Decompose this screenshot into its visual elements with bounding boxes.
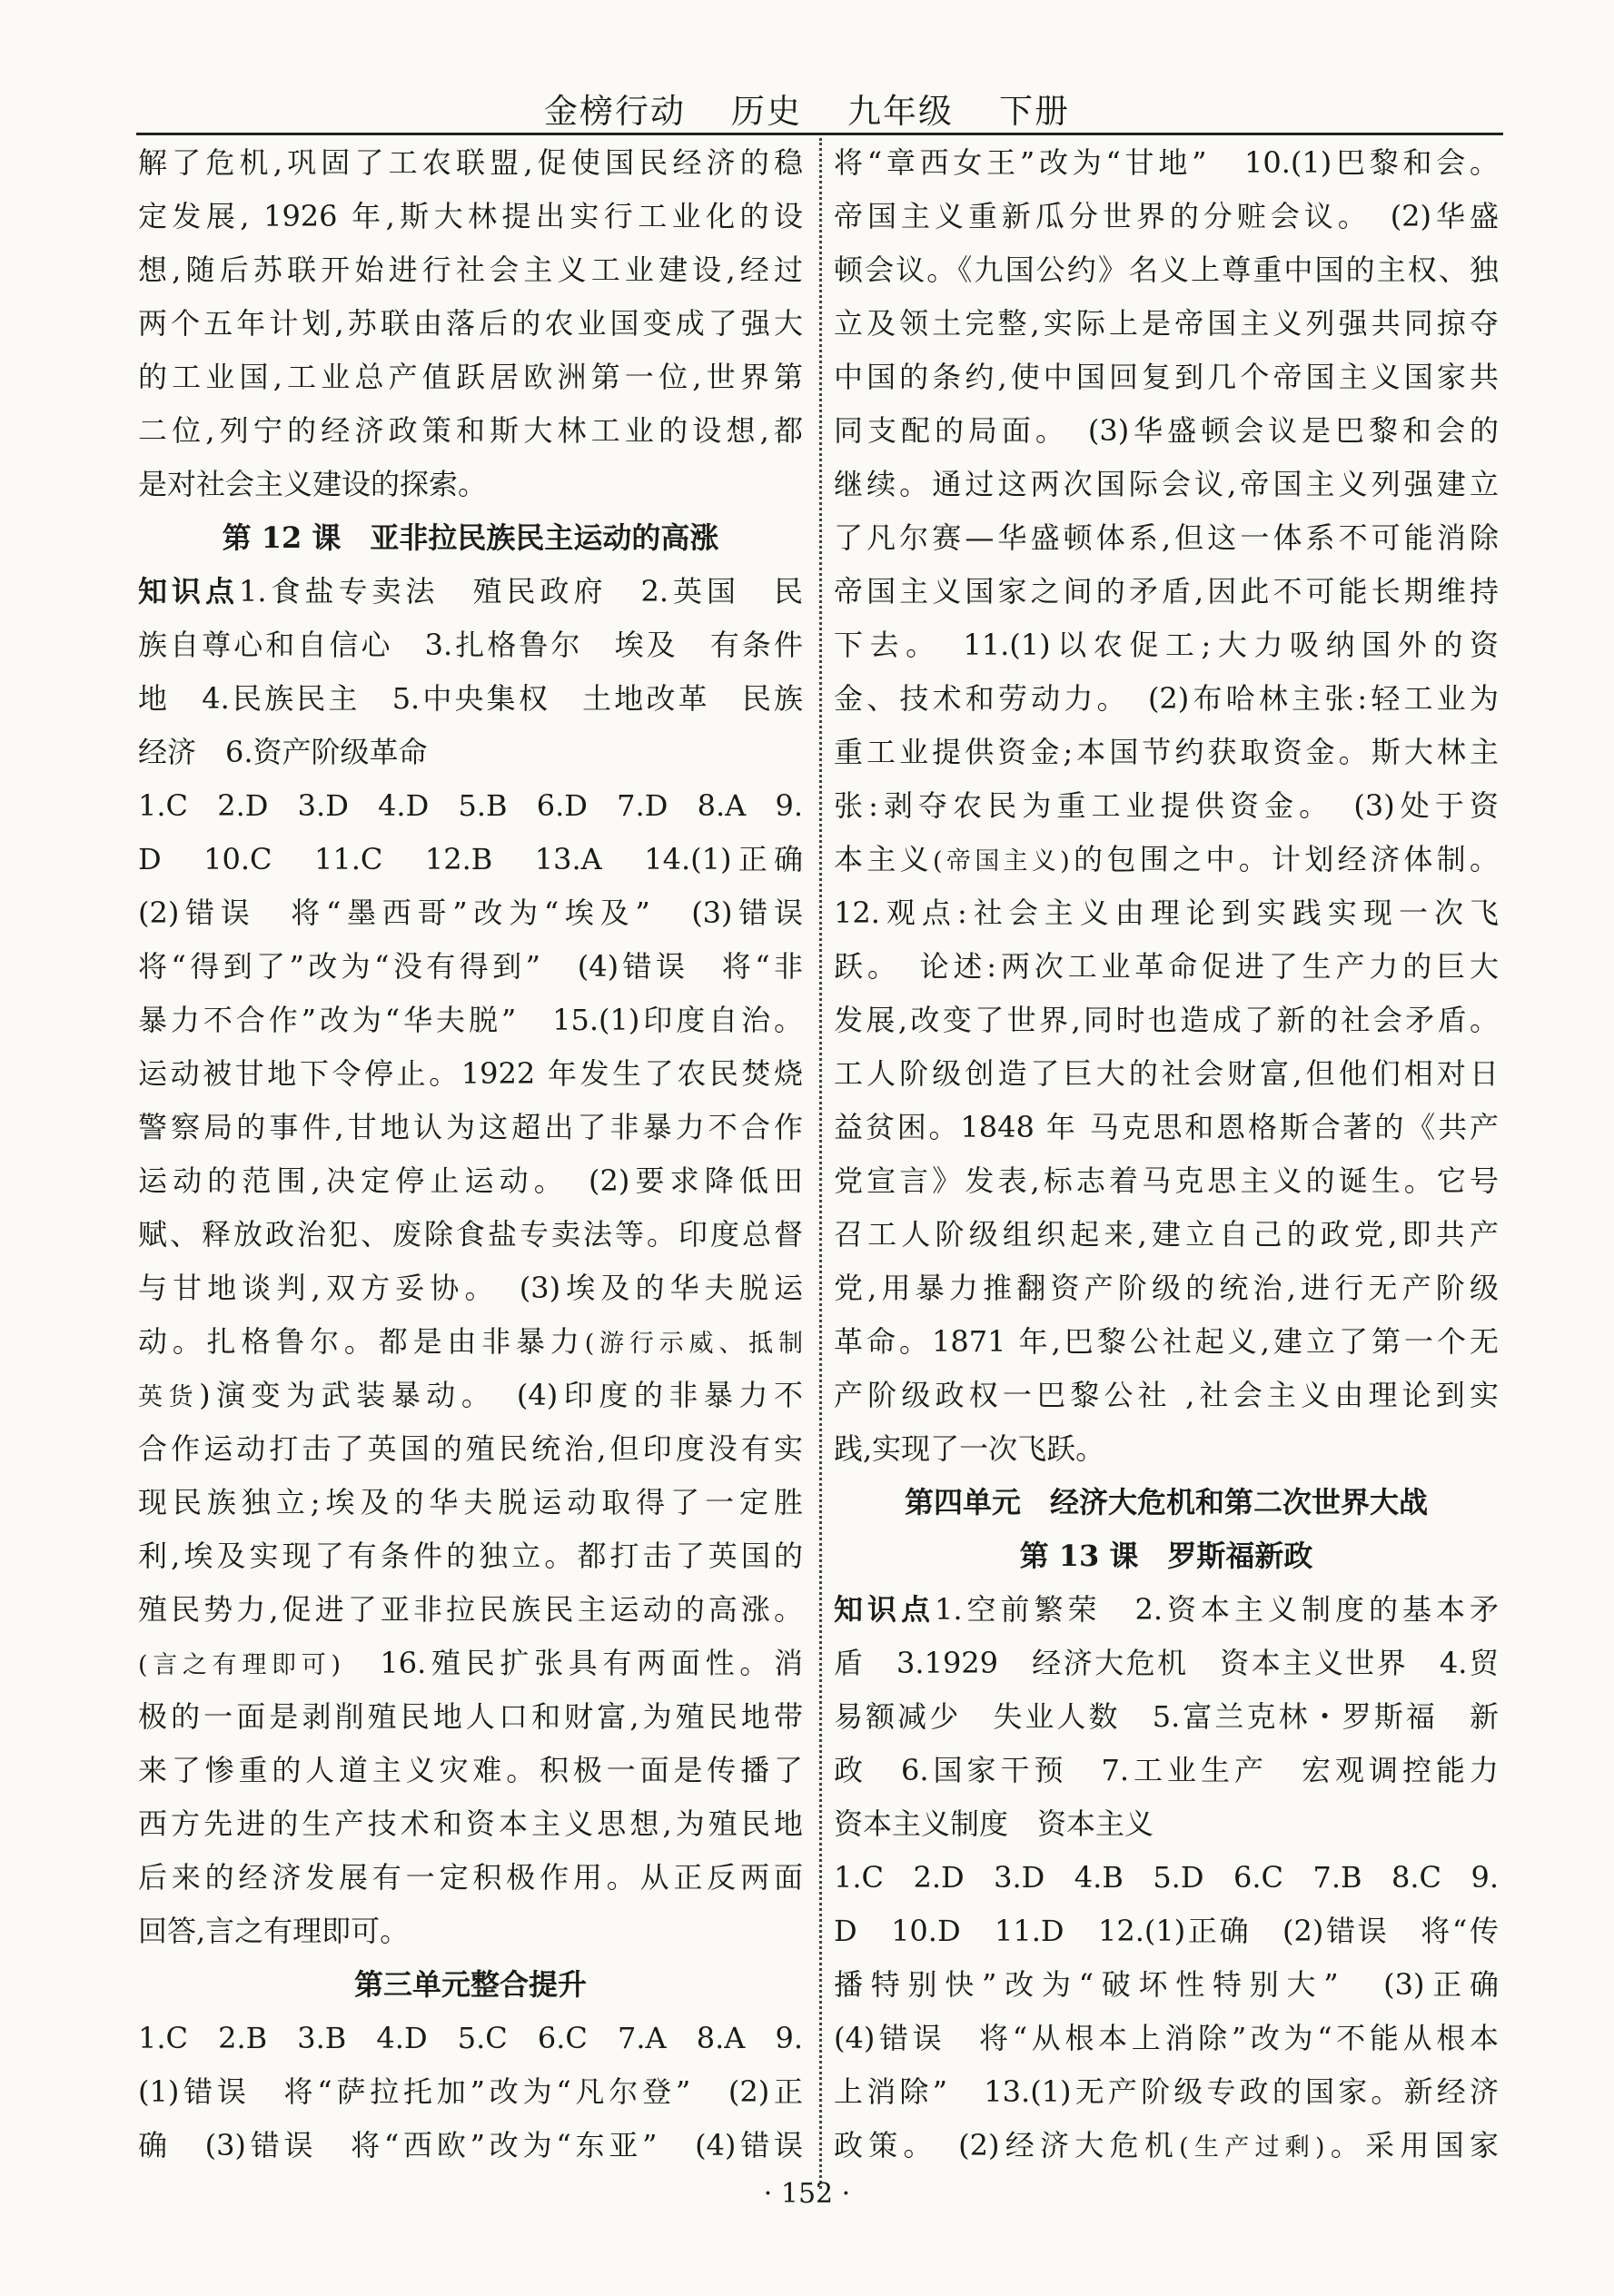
line-text: 上消除” 13.(1)无产阶级专政的国家。新经济 xyxy=(834,2074,1499,2109)
text-line xyxy=(138,190,803,243)
line-text: 帝国主义国家之间的矛盾,因此不可能长期维持 xyxy=(834,574,1499,609)
text-line xyxy=(834,1262,1499,1315)
line-text: 1.C 2.D 3.D 4.B 5.D 6.C 7.B 8.C 9. xyxy=(834,1860,1499,1895)
line-text: D 10.D 11.D 12.(1)正确 (2)错误 将“传 xyxy=(834,1914,1499,1948)
line-text: 利,埃及实现了有条件的独立。都打击了英国的 xyxy=(138,1539,803,1573)
line-text: 现民族独立;埃及的华夫脱运动取得了一定胜 xyxy=(138,1485,803,1519)
line-text: 中国的条约,使中国回复到几个帝国主义国家共 xyxy=(834,360,1499,394)
text-line xyxy=(834,2119,1499,2172)
line-text: 两个五年计划,苏联由落后的农业国变成了强大 xyxy=(138,306,803,341)
text-line xyxy=(138,1905,803,1958)
text-line xyxy=(834,1101,1499,1154)
text-line xyxy=(138,619,803,672)
line-text: 1.空前繁荣 2.资本主义制度的基本矛 xyxy=(935,1592,1499,1627)
line-text: 经济 6.资产阶级革命 xyxy=(138,735,428,769)
header-subject: 历史 xyxy=(731,92,802,131)
text-line xyxy=(138,1583,803,1637)
annotation-text: (帝国主义) xyxy=(933,847,1070,876)
text-line xyxy=(138,1690,803,1744)
text-line xyxy=(834,672,1499,726)
text-line xyxy=(138,1744,803,1797)
text-line xyxy=(138,2119,803,2172)
text-line xyxy=(834,297,1499,351)
section-heading xyxy=(834,1529,1499,1583)
line-text: 来了惨重的人道主义灾难。积极一面是传播了 xyxy=(138,1753,803,1787)
text-line xyxy=(834,726,1499,779)
line-text: 想,随后苏联开始进行社会主义工业建设,经过 xyxy=(138,252,803,287)
line-text: 暴力不合作”改为“华夫脱” 15.(1)印度自治。 xyxy=(138,1003,803,1037)
line-text: 同支配的局面。 (3)华盛顿会议是巴黎和会的 xyxy=(834,413,1499,448)
text-line xyxy=(834,886,1499,940)
text-line xyxy=(138,726,803,779)
text-line xyxy=(834,940,1499,994)
left-column xyxy=(138,136,803,2172)
line-text: 的包围之中。计划经济体制。 xyxy=(1069,842,1499,876)
line-text: 1.C 2.B 3.B 4.D 5.C 6.C 7.A 8.A 9. xyxy=(138,2021,803,2055)
page-number: · 152 · xyxy=(763,2178,851,2210)
line-text: 后来的经济发展有一定积极作用。从正反两面 xyxy=(138,1860,803,1895)
line-text: 党,用暴力推翻资产阶级的统治,进行无产阶级 xyxy=(834,1271,1499,1305)
text-line xyxy=(138,1529,803,1583)
line-text: 第四单元 经济大危机和第二次世界大战 xyxy=(904,1485,1428,1519)
line-text: 发展,改变了世界,同时也造成了新的社会矛盾。 xyxy=(834,1003,1499,1037)
line-text: 确 (3)错误 将“西欧”改为“东亚” (4)错误 xyxy=(138,2128,803,2162)
text-line xyxy=(834,1905,1499,1958)
line-text: 第 12 课 亚非拉民族民主运动的高涨 xyxy=(222,520,719,555)
line-text: 工人阶级创造了巨大的社会财富,但他们相对日 xyxy=(834,1056,1499,1091)
text-line xyxy=(138,404,803,458)
text-line xyxy=(834,1797,1499,1851)
column-divider xyxy=(819,138,822,2189)
line-text: )演变为武装暴动。 (4)印度的非暴力不 xyxy=(199,1378,803,1412)
line-text: 回答,言之有理即可。 xyxy=(138,1914,410,1948)
line-text: 党宣言》发表,标志着马克思主义的诞生。它号 xyxy=(834,1163,1499,1198)
text-line xyxy=(138,136,803,190)
text-line xyxy=(834,404,1499,458)
line-text: 重工业提供资金;本国节约获取资金。斯大林主 xyxy=(834,735,1499,769)
text-line xyxy=(834,619,1499,672)
text-line xyxy=(834,458,1499,511)
text-line xyxy=(834,1422,1499,1476)
line-text: (4)错误 将“从根本上消除”改为“不能从根本 xyxy=(834,2021,1499,2055)
text-line xyxy=(834,1744,1499,1797)
line-text: 极的一面是剥削殖民地人口和财富,为殖民地带 xyxy=(138,1699,803,1734)
line-text: 16.殖民扩张具有两面性。消 xyxy=(340,1646,803,1680)
line-text: 合作运动打击了英国的殖民统治,但印度没有实 xyxy=(138,1431,803,1466)
text-line xyxy=(138,243,803,297)
line-text: 殖民势力,促进了亚非拉民族民主运动的高涨。 xyxy=(138,1592,803,1627)
line-text: 帝国主义重新瓜分世界的分赃会议。 (2)华盛 xyxy=(834,199,1499,233)
line-text: 。采用国家 xyxy=(1324,2128,1499,2162)
line-text: 运动被甘地下令停止。1922 年发生了农民焚烧 xyxy=(138,1056,803,1091)
line-text: 将“章西女王”改为“甘地” 10.(1)巴黎和会。 xyxy=(834,145,1499,180)
running-header xyxy=(0,84,1614,133)
line-text: (1)错误 将“萨拉托加”改为“凡尔登” (2)正 xyxy=(138,2074,803,2109)
line-text: (2)错误 将“墨西哥”改为“埃及” (3)错误 xyxy=(138,896,803,930)
text-line xyxy=(138,833,803,886)
header-brand: 金榜行动 xyxy=(544,92,686,131)
text-line xyxy=(138,1101,803,1154)
section-heading xyxy=(834,1476,1499,1529)
text-line xyxy=(834,243,1499,297)
header-grade: 九年级 xyxy=(847,92,954,131)
line-text: 定发展, 1926 年,斯大林提出实行工业化的设 xyxy=(138,199,803,233)
line-text: 将“得到了”改为“没有得到” (4)错误 将“非 xyxy=(138,949,803,984)
text-line xyxy=(138,1637,803,1690)
text-line xyxy=(138,1476,803,1529)
line-text: 益贫困。1848 年 马克思和恩格斯合著的《共产 xyxy=(834,1110,1499,1144)
line-text: 召工人阶级组织起来,建立自己的政党,即共产 xyxy=(834,1217,1499,1252)
line-text: 政策。 (2)经济大危机 xyxy=(834,2128,1180,2162)
line-text: 族自尊心和自信心 3.扎格鲁尔 埃及 有条件 xyxy=(138,628,803,662)
text-line xyxy=(834,1583,1499,1637)
section-heading xyxy=(138,1958,803,2012)
text-line xyxy=(834,2065,1499,2119)
line-text: 本主义 xyxy=(834,842,933,876)
line-text: 警察局的事件,甘地认为这超出了非暴力不合作 xyxy=(138,1110,803,1144)
text-line xyxy=(138,672,803,726)
text-line xyxy=(834,994,1499,1047)
line-text: 金、技术和劳动力。 (2)布哈林主张:轻工业为 xyxy=(834,681,1499,716)
knowledge-label: 知识点 xyxy=(138,574,239,609)
text-line xyxy=(138,565,803,619)
text-line xyxy=(138,1315,803,1369)
text-line xyxy=(138,1047,803,1101)
line-text: 1.食盐专卖法 殖民政府 2.英国 民 xyxy=(239,574,803,609)
text-line xyxy=(834,833,1499,886)
text-line xyxy=(834,1637,1499,1690)
text-line xyxy=(834,190,1499,243)
text-line xyxy=(834,1958,1499,2012)
text-line xyxy=(834,779,1499,833)
text-line xyxy=(834,1154,1499,1208)
line-text: 继续。通过这两次国际会议,帝国主义列强建立 xyxy=(834,467,1499,501)
text-line xyxy=(834,2012,1499,2065)
text-line xyxy=(138,351,803,404)
text-line xyxy=(138,1422,803,1476)
annotation-text: (生产过剩) xyxy=(1179,2133,1325,2162)
line-text: D 10.C 11.C 12.B 13.A 14.(1)正确 xyxy=(138,842,803,876)
text-line xyxy=(138,1797,803,1851)
line-text: 的工业国,工业总产值跃居欧洲第一位,世界第 xyxy=(138,360,803,394)
line-text: 赋、释放政治犯、废除食盐专卖法等。印度总督 xyxy=(138,1217,803,1252)
line-text: 顿会议。《九国公约》名义上尊重中国的主权、独 xyxy=(834,252,1499,287)
text-line xyxy=(138,458,803,511)
line-text: 政 6.国家干预 7.工业生产 宏观调控能力 xyxy=(834,1753,1499,1787)
line-text: 播特别快”改为“破坏性特别大” (3)正确 xyxy=(834,1967,1499,2002)
annotation-text: 英货 xyxy=(138,1383,200,1411)
text-line xyxy=(834,565,1499,619)
line-text: 产阶级政权一巴黎公社 ,社会主义由理论到实 xyxy=(834,1378,1499,1412)
line-text: 第 13 课 罗斯福新政 xyxy=(1019,1539,1313,1573)
text-line xyxy=(834,1851,1499,1905)
text-line xyxy=(138,994,803,1047)
text-line xyxy=(834,136,1499,190)
text-line xyxy=(834,511,1499,565)
line-text: 地 4.民族民主 5.中央集权 土地改革 民族 xyxy=(138,681,803,716)
line-text: 资本主义制度 资本主义 xyxy=(834,1806,1154,1841)
line-text: 动。扎格鲁尔。都是由非暴力 xyxy=(138,1324,585,1359)
text-line xyxy=(834,1369,1499,1422)
line-text: 革命。1871 年,巴黎公社起义,建立了第一个无 xyxy=(834,1324,1499,1359)
text-line xyxy=(834,1208,1499,1262)
line-text: 二位,列宁的经济政策和斯大林工业的设想,都 xyxy=(138,413,803,448)
line-text: 解了危机,巩固了工农联盟,促使国民经济的稳 xyxy=(138,145,803,180)
text-line xyxy=(138,2065,803,2119)
section-heading xyxy=(138,511,803,565)
line-text: 张:剥夺农民为重工业提供资金。 (3)处于资 xyxy=(834,788,1499,823)
text-line xyxy=(138,2012,803,2065)
header-rule xyxy=(136,133,1503,135)
line-text: 了凡尔赛—华盛顿体系,但这一体系不可能消除 xyxy=(834,520,1499,555)
line-text: 是对社会主义建设的探索。 xyxy=(138,467,488,501)
line-text: 盾 3.1929 经济大危机 资本主义世界 4.贸 xyxy=(834,1646,1499,1680)
text-line xyxy=(138,1262,803,1315)
text-line xyxy=(138,886,803,940)
line-text: 第三单元整合提升 xyxy=(353,1967,587,2002)
line-text: 运动的范围,决定停止运动。 (2)要求降低田 xyxy=(138,1163,803,1198)
line-text: 1.C 2.D 3.D 4.D 5.B 6.D 7.D 8.A 9. xyxy=(138,788,803,823)
annotation-text: (言之有理即可) xyxy=(138,1651,341,1679)
text-line xyxy=(138,1208,803,1262)
text-line xyxy=(834,1047,1499,1101)
right-column xyxy=(834,136,1499,2172)
line-text: 跃。 论述:两次工业革命促进了生产力的巨大 xyxy=(834,949,1499,984)
text-line xyxy=(138,297,803,351)
text-line xyxy=(138,1851,803,1905)
line-text: 西方先进的生产技术和资本主义思想,为殖民地 xyxy=(138,1806,803,1841)
knowledge-label: 知识点 xyxy=(834,1592,935,1627)
annotation-text: (游行示威、抵制 xyxy=(584,1330,803,1358)
text-line xyxy=(834,1690,1499,1744)
text-line xyxy=(138,779,803,833)
text-line xyxy=(138,1369,803,1422)
line-text: 践,实现了一次飞跃。 xyxy=(834,1431,1105,1466)
line-text: 下去。 11.(1)以农促工;大力吸纳国外的资 xyxy=(834,628,1499,662)
line-text: 立及领土完整,实际上是帝国主义列强共同掠夺 xyxy=(834,306,1499,341)
text-line xyxy=(834,351,1499,404)
text-line xyxy=(138,1154,803,1208)
line-text: 易额减少 失业人数 5.富兰克林・罗斯福 新 xyxy=(834,1699,1499,1734)
header-volume: 下册 xyxy=(999,92,1070,131)
text-line xyxy=(834,1315,1499,1369)
line-text: 与甘地谈判,双方妥协。 (3)埃及的华夫脱运 xyxy=(138,1271,803,1305)
line-text: 12.观点:社会主义由理论到实践实现一次飞 xyxy=(834,896,1499,930)
text-line xyxy=(138,940,803,994)
